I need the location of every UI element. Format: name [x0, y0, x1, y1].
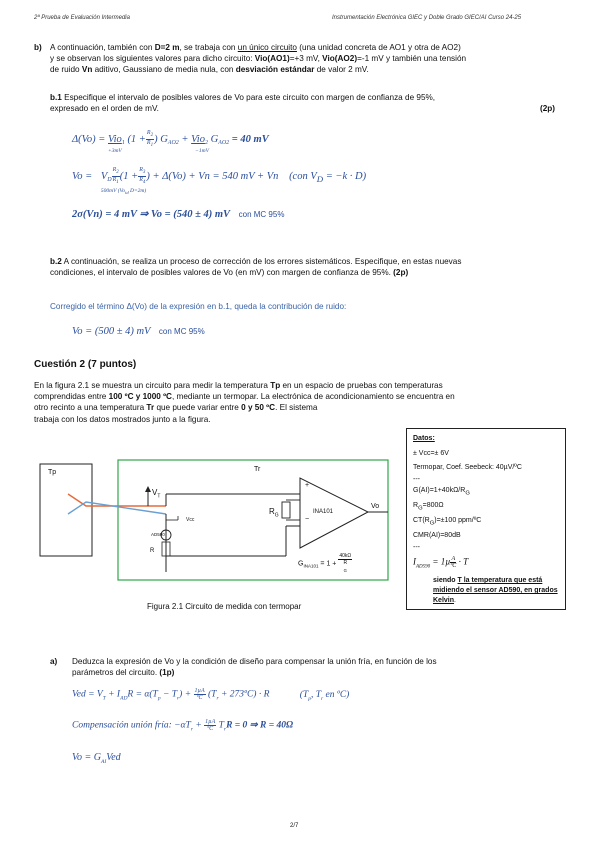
fig-rg-label: $R_G$: [269, 507, 279, 519]
header-left: 2ª Prueba de Evaluación Intermedia: [34, 15, 130, 21]
resistor-rg: [282, 502, 290, 518]
ina101-amplifier: [300, 478, 368, 548]
data-vcc: ± Vcc=± 6V: [413, 449, 449, 457]
fig-plus-label: +: [305, 482, 310, 489]
fig-tr-label: Tr: [254, 466, 261, 473]
data-rg: $R_G=800\Omega$: [413, 502, 444, 512]
part-a-equation-1: Ved = $V_T + I_{AD}R = \alpha(T_p - T_r)$ + $\frac{\text{1µA}}{\text{ºC}}$ ($T_r$ + 273ºC) · R ($T_p$, $T_r$ en ºC): [72, 688, 350, 702]
fig-ina101-label: INA101: [313, 509, 334, 515]
part-a-question: Deduzca la expresión de Vo y la condición de diseño para compensar la unión fría, en función de los parámetros del circuito. (1p): [72, 657, 437, 678]
part-a-equation-2: Compensación unión fría: $-\alpha T_r$ + $\frac{\text{1µA}}{\text{ºC}}$ $T_rR = 0$ ⇒ R = 40Ω: [72, 719, 294, 733]
data-note: siendo T la temperatura que está midiendo el sensor AD590, en grados Kelvin.: [433, 577, 558, 605]
tp-enclosure: [40, 464, 92, 556]
b1-points: (2p): [540, 104, 556, 113]
fig-gain-label: $G_{INA101} = 1$ + 40kΩ R $_G$: [298, 553, 352, 573]
data-gain: $G(AI)=1+40k\Omega/R_G$: [413, 487, 470, 497]
fig-r-label: R: [150, 548, 155, 554]
question-2-title: Cuestión 2 (7 puntos): [34, 359, 137, 370]
fig-vt-label: $V_T$: [152, 488, 161, 500]
page-number: 2/7: [290, 823, 299, 829]
b2-question: b.2 A continuación, se realiza un proceso de corrección de los errores sistemáticos. Especifique, en estas nuevas condiciones, el intervalo de posibles valores de Vo (en mV) con margen de confianza de 95%. (2p): [50, 257, 462, 278]
b2-result: Vo = (500 ± 4) mV con MC 95%: [72, 326, 205, 337]
header-right: Instrumentación Electrónica GIEC y Doble Grado GIEC/AI Curso 24-25: [332, 15, 522, 21]
data-termopar: Termopar, Coef. Seebeck: 40µV/ºC: [413, 464, 522, 472]
part-a-equation-3: $Vo = G_{AI}Ved$: [72, 752, 121, 765]
fig-minus-label: −: [305, 516, 310, 523]
part-b-text: A continuación, también con D=2 m, se trabaja con un único circuito (una unidad concreta de AO1 y otra de AO2) y se observan los siguientes valores para dicho circuito: Vio(AO1)=+3 mV, Vio(AO2)=-1 mV y también una tensión de ruido Vn aditivo, Gaussiano de media nula, con desviación estándar de valor 2 mV.: [50, 43, 467, 75]
fig-vo-label: Vo: [371, 503, 380, 510]
data-separator: ---: [413, 543, 420, 551]
data-box: [406, 428, 566, 610]
figure-caption: Figura 2.1 Circuito de medida con termopar: [147, 602, 302, 611]
fig-tp-label: Tp: [48, 469, 57, 476]
question-2-statement: En la figura 2.1 se muestra un circuito para medir la temperatura Tp en un espacio de pruebas con temperaturas comprendidas entre 100 ºC y 1000 ºC, mediante un termopar. La electrónica de acondicionamiento se encuentra en otro recinto a una temperatura Tr que puede variar entre 0 y 50 ºC. El sistema trabaja con los datos mostrados junto a la figura.: [34, 381, 455, 424]
data-ct: $CT(R_G)=\pm 100$ ppm/ºC: [413, 517, 482, 527]
thermocouple-wire-blue: [68, 502, 166, 514]
part-a-label: a): [50, 657, 58, 666]
fig-vcc-label: Vcc: [186, 517, 195, 523]
b1-equation-1: Δ(Vo) = Vio$_1$ +3mV (1 + $\frac{R_2}{R_1}$ ) $G_{AO2} + Vio_2$ −1mV $G_{AO2} = 40$ mV: [72, 130, 269, 155]
data-separator: ---: [413, 475, 420, 483]
data-cmr: CMR(AI)=80dB: [413, 532, 461, 540]
b1-question: b.1 Especifique el intervalo de posibles valores de Vo para este circuito con margen de confianza de 95%, expresado en el orden de mV.: [50, 93, 436, 114]
fig-ad590-label: AD590: [151, 532, 165, 537]
data-iad590: $I_{AD590} = 1\mu$ $\frac{A}{\text{ºC}}$ · T: [413, 555, 469, 569]
b1-equation-2: $Vo = V_D$ $\frac{R_2}{R_1}$ (1 + $\frac{R_3}{R_4}$ ) 500mV ($Vo_{id}$ D=2m) + Δ(Vo) + Vn = 540 mV + Vn (con $V_D = -k \cdot D$): [72, 167, 367, 196]
data-box-title: Datos:: [413, 435, 435, 442]
b1-equation-3: 2σ(Vn) = 4 mV ⇒ Vo = (540 ± 4) mV con MC 95%: [72, 209, 285, 220]
b2-answer: Corregido el término Δ(Vo) de la expresión en b.1, queda la contribución de ruido:: [50, 302, 347, 311]
part-b-label: b): [34, 43, 42, 52]
